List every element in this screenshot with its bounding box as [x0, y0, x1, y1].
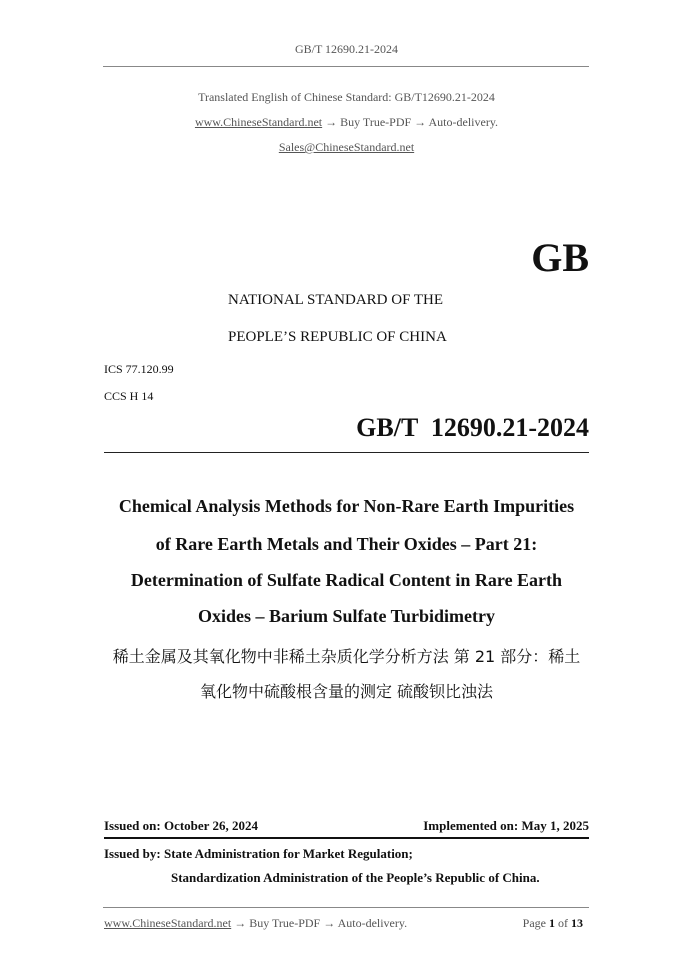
ics-code: ICS 77.120.99	[104, 362, 174, 376]
issued-date: Issued on: October 26, 2024	[104, 818, 258, 833]
site-link[interactable]: www.ChineseStandard.net	[194, 115, 323, 129]
email-link[interactable]: Sales@ChineseStandard.net	[278, 140, 415, 154]
national-title-line1: NATIONAL STANDARD OF THE	[228, 292, 444, 308]
title-cn-line1: 稀土金属及其氧化物中非稀土杂质化学分析方法 第 21 部分：稀土	[112, 647, 581, 666]
footer-purchase	[104, 916, 407, 931]
email-line	[0, 140, 693, 155]
implemented-date: Implemented on: May 1, 2025	[423, 818, 589, 833]
issuer-line2: Standardization Administration of the People’s Republic of China.	[171, 870, 540, 885]
dates-rule	[104, 837, 589, 839]
national-title-line2: PEOPLE’S REPUBLIC OF CHINA	[228, 329, 447, 345]
purchase-line	[0, 115, 693, 130]
page-label: Page	[522, 916, 546, 930]
page-total: 13	[571, 916, 583, 930]
of-label: of	[558, 916, 568, 930]
ccs-code: CCS H 14	[104, 389, 154, 403]
standard-number-rule	[104, 452, 589, 453]
page-indicator	[523, 916, 583, 931]
title-en-line3: Determination of Sulfate Radical Content in Rare Earth	[130, 570, 563, 590]
footer-divider	[103, 907, 589, 908]
header-divider	[103, 66, 589, 67]
issuer-line1: Issued by: State Administration for Market Regulation;	[104, 846, 413, 861]
title-en-line4: Oxides – Barium Sulfate Turbidimetry	[197, 606, 496, 626]
title-cn-line2: 氧化物中硫酸根含量的测定 硫酸钡比浊法	[199, 682, 494, 701]
title-en-line1: Chemical Analysis Methods for Non-Rare Earth Impurities	[118, 496, 575, 516]
translation-notice: Translated English of Chinese Standard: GB/T12690.21-2024	[198, 90, 495, 104]
gb-logo: GB	[531, 235, 589, 280]
purchase-text: → Buy True-PDF → Auto-delivery.	[325, 115, 499, 129]
footer-purchase-text: → Buy True-PDF → Auto-delivery.	[234, 916, 408, 930]
footer-site-link[interactable]: www.ChineseStandard.net	[104, 916, 232, 930]
page-number: 1	[549, 916, 555, 930]
running-header: GB/T 12690.21-2024	[294, 42, 399, 56]
standard-number: GB/T 12690.21-2024	[356, 413, 589, 442]
title-en-line2: of Rare Earth Metals and Their Oxides – Part 21:	[155, 534, 538, 554]
